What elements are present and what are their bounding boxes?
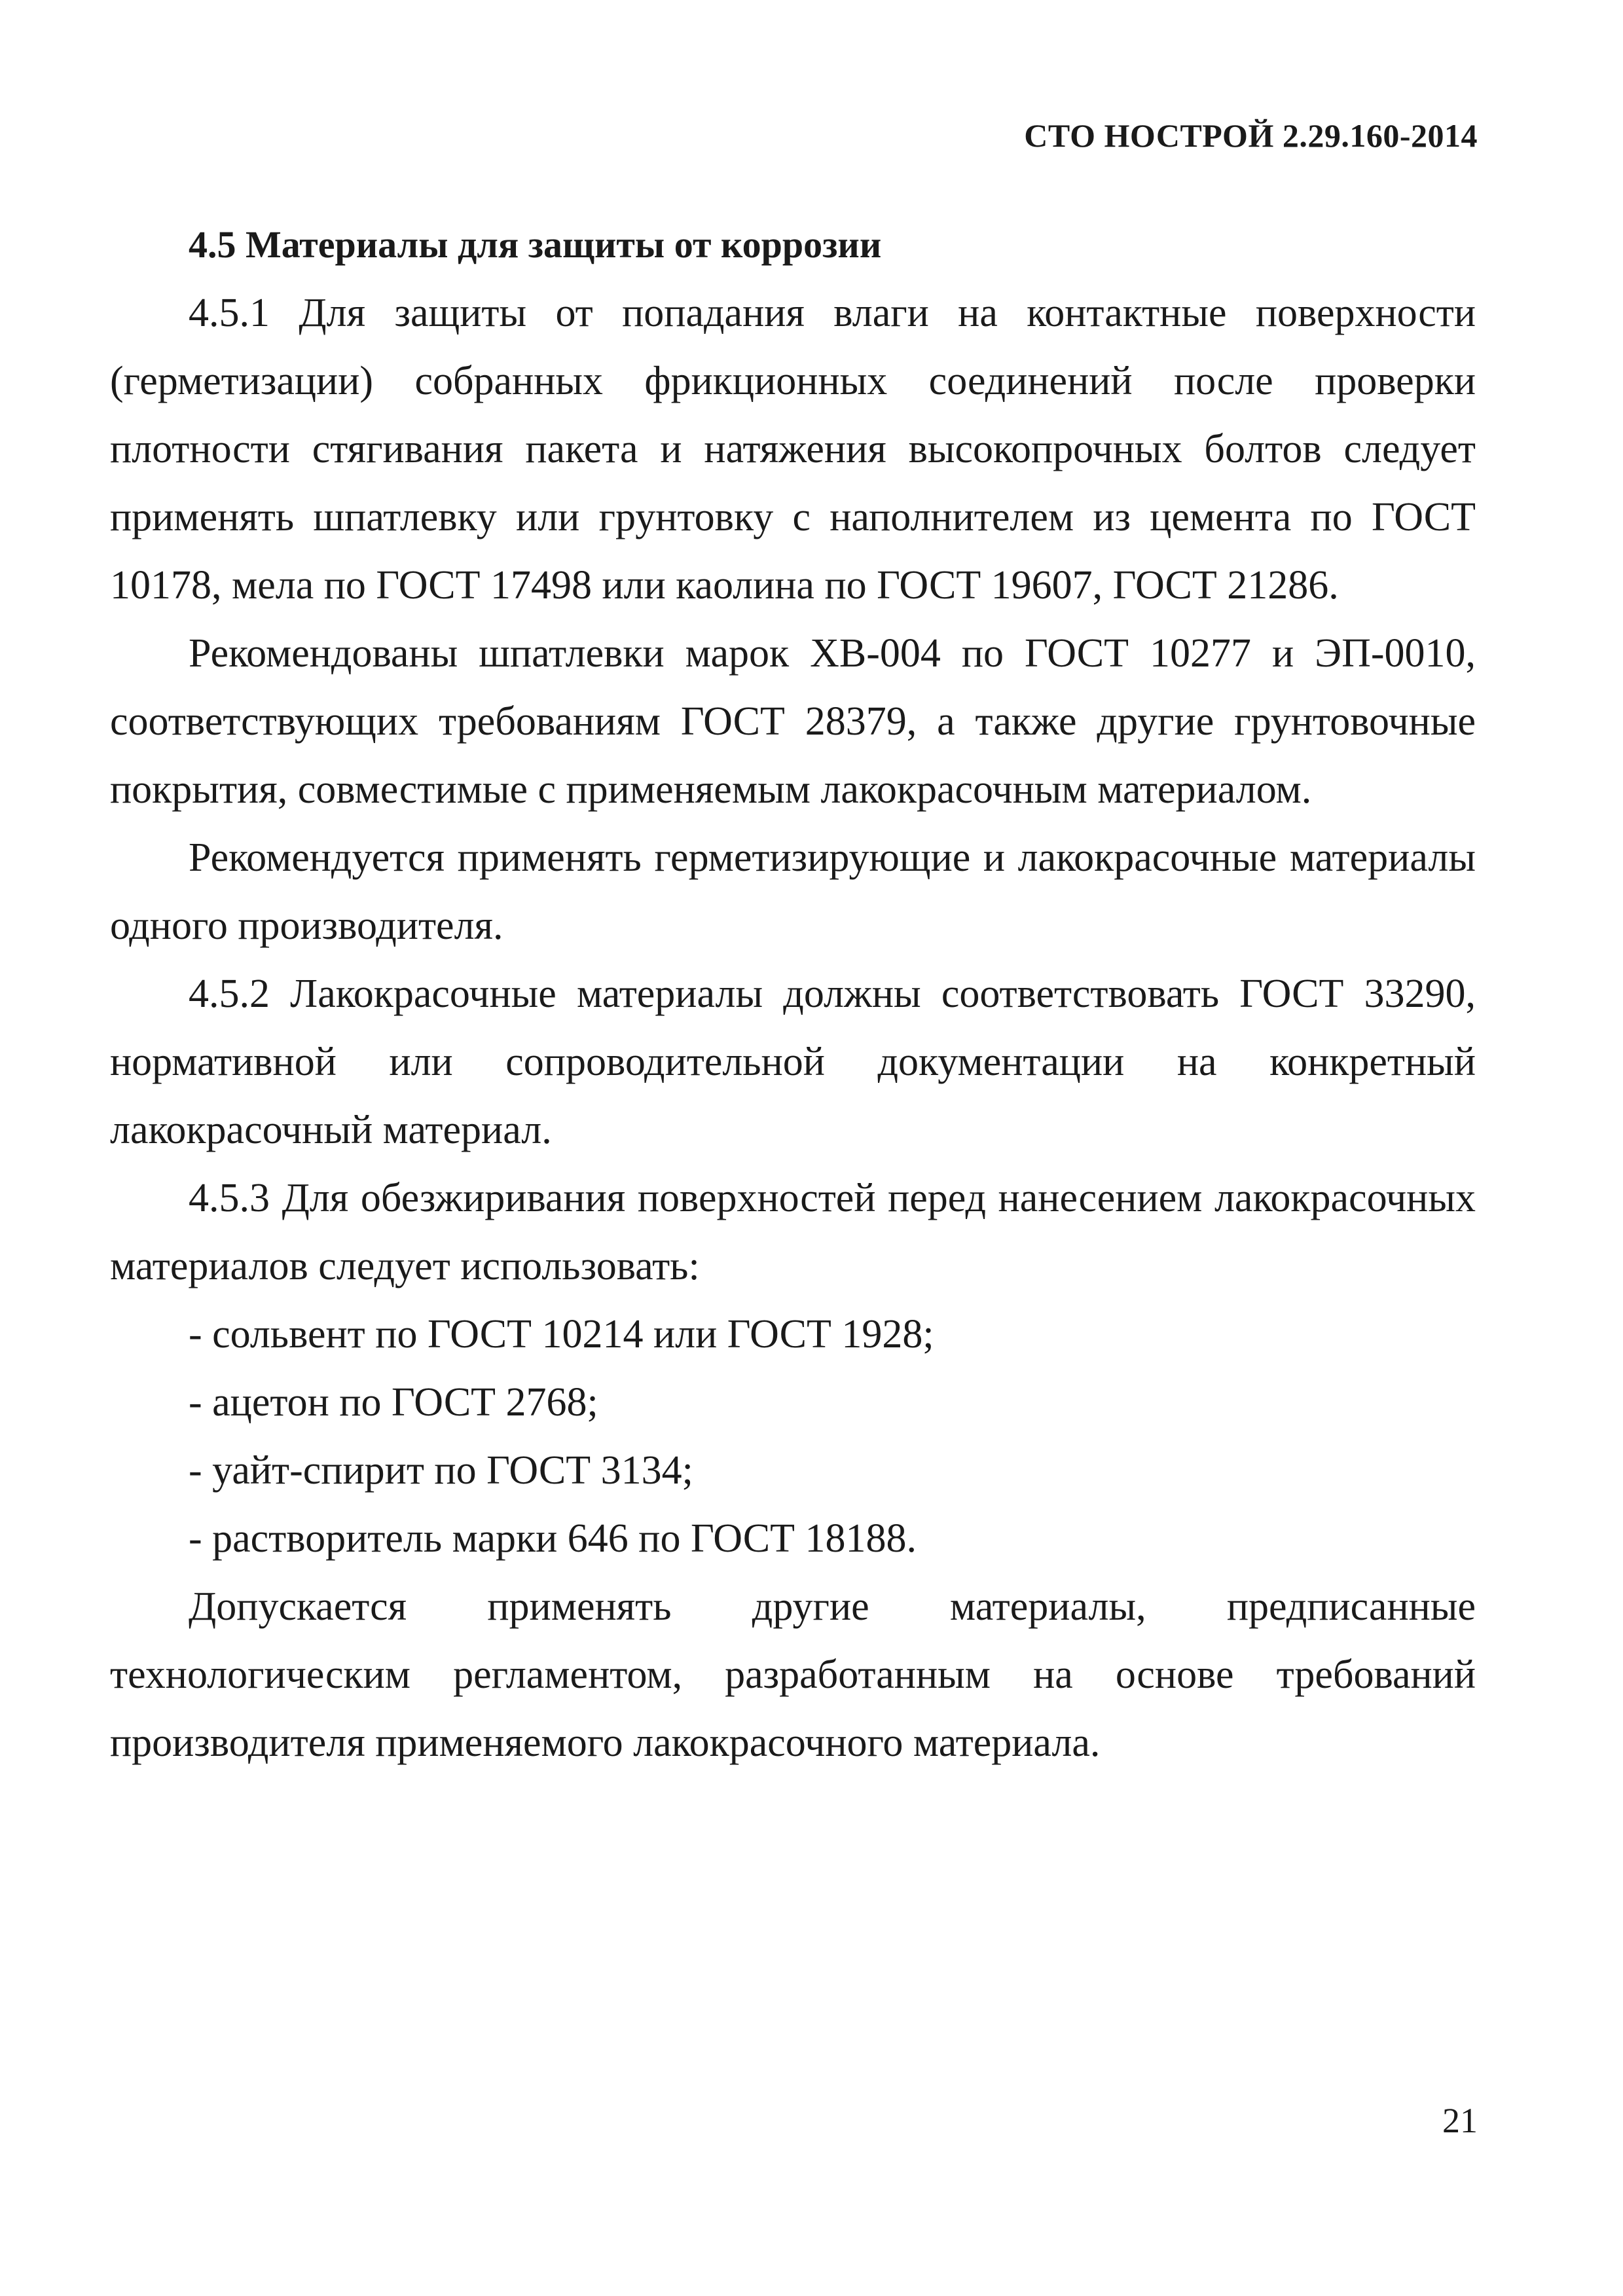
list-item: - растворитель марки 646 по ГОСТ 18188. [189,1516,917,1561]
list-item: - уайт-спирит по ГОСТ 3134; [189,1448,693,1493]
paragraph-other-materials: Допускается применять другие материалы, предписанные технологическим регламентом, разработанным на основе требований производителя применяемого лакокрасочного материала. [110,1584,1476,1765]
document-code-header: СТО НОСТРОЙ 2.29.160-2014 [1024,117,1478,154]
paragraph-same-manufacturer: Рекомендуется применять герметизирующие и лакокрасочные материалы одного производителя. [110,835,1476,948]
paragraph-4-5-1: 4.5.1 Для защиты от попадания влаги на контактные поверхности (герметизации) собранных фрикционных соединений после проверки плотности стягивания пакета и натяжения высокопрочных болтов следует применять шпатлевку или грунтовку с наполнителем из цемента по ГОСТ 10178, мела по ГОСТ 17498 или каолина по ГОСТ 19607, ГОСТ 21286. [110,291,1476,608]
paragraph-4-5-2: 4.5.2 Лакокрасочные материалы должны соответствовать ГОСТ 33290, нормативной или сопроводительной документации на конкретный лакокрасочный материал. [110,972,1476,1152]
list-item: - ацетон по ГОСТ 2768; [189,1380,598,1425]
paragraph-recommended-putties: Рекомендованы шпатлевки марок ХВ-004 по ГОСТ 10277 и ЭП-0010, соответствующих требованиям ГОСТ 28379, а также другие грунтовочные покрытия, совместимые с применяемым лакокрасочным материалом. [110,631,1476,812]
section-body [110,211,1476,1777]
list-item: - сольвент по ГОСТ 10214 или ГОСТ 1928; [189,1312,934,1357]
paragraph-4-5-3: 4.5.3 Для обезжиривания поверхностей перед нанесением лакокрасочных материалов следует использовать: [110,1176,1476,1288]
page-number: 21 [1442,2101,1478,2140]
section-title: 4.5 Материалы для защиты от коррозии [189,223,882,266]
